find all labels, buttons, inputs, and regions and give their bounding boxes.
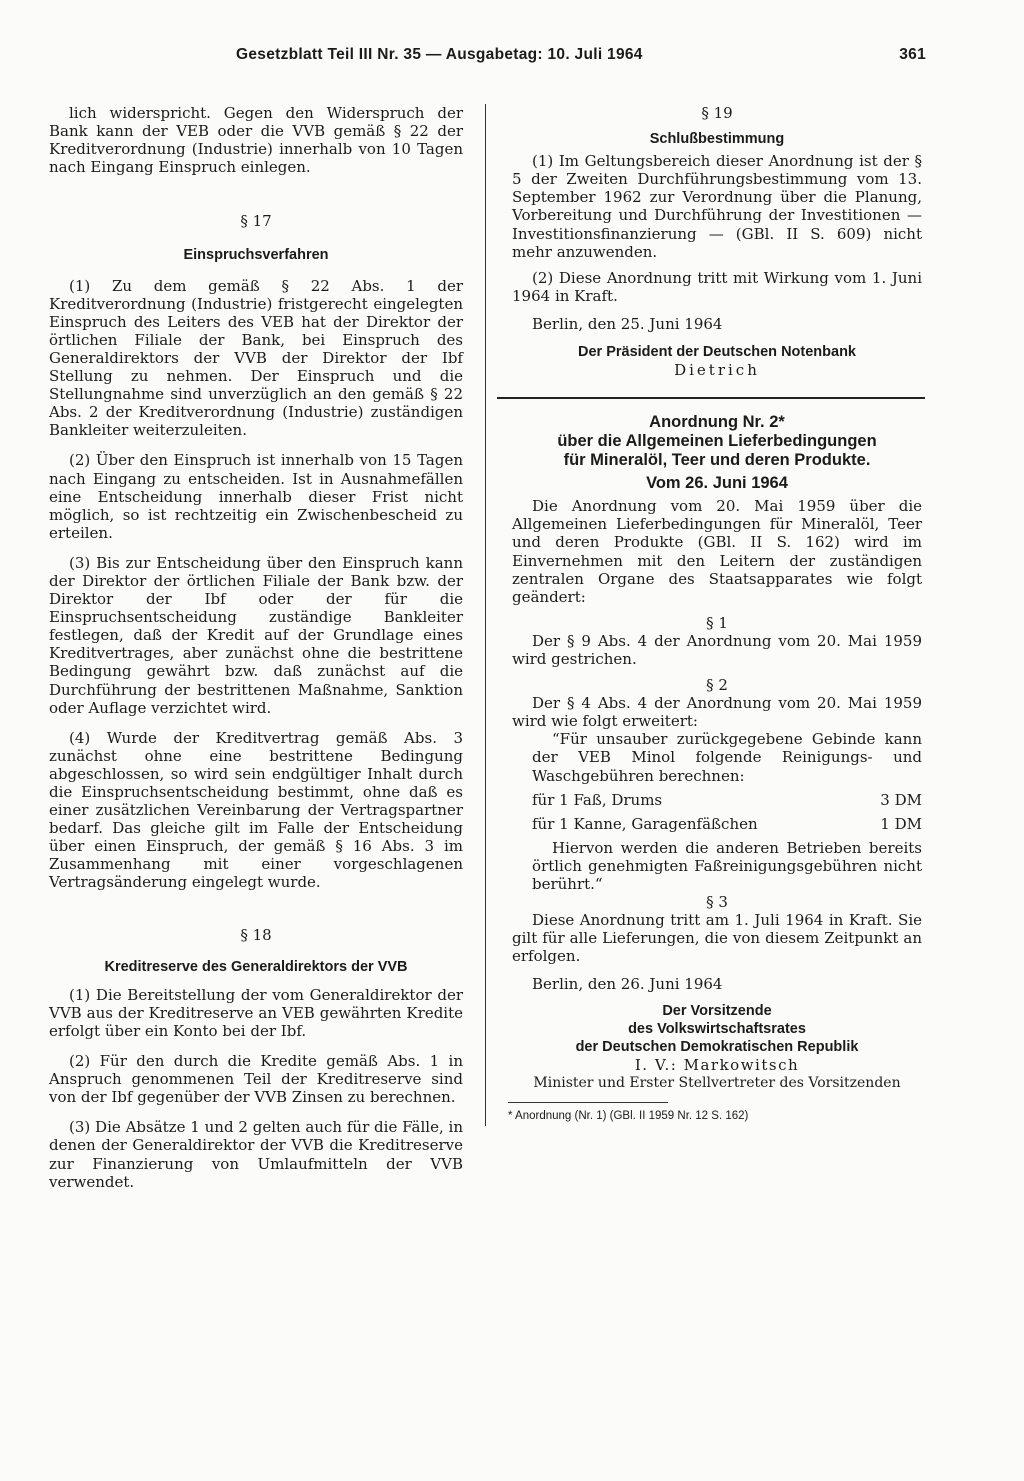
signatory-1-title: Der Präsident der Deutschen Notenbank <box>578 344 856 361</box>
section-17-para-3: (3) Bis zur Entscheidung über den Einspruch kann der Direktor der örtlichen Filiale der Bank bzw. der Direktor der Ibf oder der für die Einspruchsentscheidung zuständige Bankleiter festlegen, daß der Kredit auf der Grundlage eines Kreditvertrages, aber zunächst ohne die bestrittene Bedingung gewährt bzw. daß zunächst auf die Durchführung der bestrittenen Maßnahme, Sanktion oder Auflage verzichtet wird. <box>49 553 463 717</box>
signatory-2-name: I. V.: Markowitsch <box>634 1055 800 1074</box>
section-18-para-2: (2) Für den durch die Kredite gemäß Abs. 1 in Anspruch genommenen Teil der Kreditreserve sind von der Ibf gegenüber der VVB Zinsen zu berechnen. <box>49 1052 463 1107</box>
article-2-text: Der § 4 Abs. 4 der Anordnung vom 20. Mai 1959 wird wie folgt erweitert: <box>512 694 922 731</box>
footnote: * Anordnung (Nr. 1) (GBl. II 1959 Nr. 12 S. 162) <box>508 1110 749 1122</box>
header-title: Gesetzblatt Teil III Nr. 35 — Ausgabetag: 10. Juli 1964 <box>236 46 643 63</box>
section-rule <box>497 397 925 399</box>
section-17-title: Einspruchsverfahren <box>183 247 329 264</box>
section-17-para-1: (1) Zu dem gemäß § 22 Abs. 1 der Kreditverordnung (Industrie) fristgerecht eingelegten Einspruch des Leiters des VEB hat der Direktor der örtlichen Filiale der Bank, bei Einspruch des Generaldirektors der VVB der Direktor der Ibf Stellung zu nehmen. Der Einspruch und die Stellungnahme sind unverzüglich an den gemäß § 22 Abs. 2 der Kreditverordnung (Industrie) zuständigen Bankleiter weiterzuleiten. <box>49 276 463 440</box>
quoted-amendment <box>512 730 922 784</box>
section-18-para-1: (1) Die Bereitstellung der vom Generaldirektor der VVB aus der Kreditreserve an VEB gewährten Kredite erfolgt über ein Konto bei der Ibf. <box>49 985 463 1040</box>
section-17-para-4: (4) Wurde der Kreditvertrag gemäß Abs. 3 zunächst ohne eine bestrittene Bedingung abgeschlossen, so wird sein endgültiger Inhalt durch die Einspruchsentscheidung bestimmt, ohne daß es einer zusätzlichen Vereinbarung der Vertragspartner bedarf. Das gleiche gilt im Falle der Entscheidung über einen Einspruch, der gemäß § 16 Abs. 3 im Zusammenhang mit einer vorgeschlagenen Vertragsänderung eingelegt wurde. <box>49 728 463 892</box>
signatory-2-role: Minister und Erster Stellvertreter des Vorsitzenden <box>533 1074 901 1091</box>
fee-row-can <box>512 815 922 833</box>
fee-value: 3 DM <box>880 790 922 809</box>
section-18-number: § 18 <box>240 925 272 944</box>
column-divider <box>485 104 486 1126</box>
fee-row-drum <box>512 791 922 809</box>
section-17-para-2: (2) Über den Einspruch ist innerhalb von 15 Tagen nach Eingang zu entscheiden. Ist in Ausnahmefällen eine Entscheidung innerhalb dieser Frist nicht möglich, so ist rechtzeitig ein Zwischenbescheid zu erteilen. <box>49 451 463 542</box>
fee-label: für 1 Faß, Drums <box>532 790 663 809</box>
signatory-2-line-1: Der Vorsitzende <box>662 1002 772 1019</box>
signatory-1-name: Dietrich <box>674 361 760 380</box>
section-19-para-2: (2) Diese Anordnung tritt mit Wirkung vom 1. Juni 1964 in Kraft. <box>512 268 922 305</box>
page-number: 361 <box>899 46 926 63</box>
article-2-number: § 2 <box>706 676 728 695</box>
section-18-title: Kreditreserve des Generaldirektors der VVB <box>104 958 408 975</box>
section-18-para-3: (3) Die Absätze 1 und 2 gelten auch für die Fälle, in denen der Generaldirektor der VVB die Kreditreserve zur Finanzierung von Umlaufmitteln der VVB verwendet. <box>49 1118 463 1191</box>
fee-label: für 1 Kanne, Garagenfäßchen <box>532 814 758 833</box>
section-17-number: § 17 <box>240 212 272 231</box>
paragraph-continued: lich widerspricht. Gegen den Widerspruch der Bank kann der VEB oder die VVB gemäß § 22 der Kreditverordnung (Industrie) innerhalb von 10 Tagen nach Eingang Einspruch einlegen. <box>49 104 463 177</box>
quoted-amendment-end <box>512 839 922 893</box>
article-3-number: § 3 <box>706 893 728 912</box>
article-3-text: Diese Anordnung tritt am 1. Juli 1964 in Kraft. Sie gilt für alle Lieferungen, die von diesem Zeitpunkt an erfolgen. <box>512 911 922 966</box>
ordinance-date: Vom 26. Juni 1964 <box>646 474 788 493</box>
signatory-2-line-3: der Deutschen Demokratischen Republik <box>575 1038 859 1055</box>
section-19-para-1: (1) Im Geltungsbereich dieser Anordnung ist der § 5 der Zweiten Durchführungsbestimmung vom 13. September 1962 zur Verordnung über die Planung, Vorbereitung und Durchführung der Investitionen — Investitionsfinanzierung — (GBl. II S. 609) nicht mehr anzuwenden. <box>512 152 922 261</box>
right-column <box>512 104 922 1092</box>
place-date-1: Berlin, den 25. Juni 1964 <box>532 314 723 333</box>
running-header <box>236 46 926 68</box>
section-19-number: § 19 <box>701 104 733 122</box>
amendment-quote-end: Hiervon werden die anderen Betrieben bereits örtlich genehmigten Faßreinigungsgebühren nicht berührt.“ <box>532 838 922 893</box>
signatory-2-line-2: des Volkswirtschaftsrates <box>628 1020 806 1037</box>
ordinance-title-line-3: für Mineralöl, Teer und deren Produkte. <box>563 451 871 470</box>
left-column <box>49 104 463 1191</box>
article-1-text: Der § 9 Abs. 4 der Anordnung vom 20. Mai 1959 wird gestrichen. <box>512 631 922 668</box>
ordinance-title-line-1: Anordnung Nr. 2* <box>649 413 785 432</box>
footnote-rule <box>508 1102 668 1103</box>
amendment-quote: “Für unsauber zurückgegebene Gebinde kann der VEB Minol folgende Reinigungs- und Waschgebühren berechnen: <box>532 730 922 785</box>
place-date-2: Berlin, den 26. Juni 1964 <box>532 975 723 994</box>
ordinance-title-line-2: über die Allgemeinen Lieferbedingungen <box>557 432 877 451</box>
fee-value: 1 DM <box>880 814 922 833</box>
article-1-number: § 1 <box>706 613 728 632</box>
ordinance-intro: Die Anordnung vom 20. Mai 1959 über die Allgemeinen Lieferbedingungen für Mineralöl, Teer und deren Produkte (GBl. II S. 162) wird im Einvernehmen mit den Leitern der zuständigen zentralen Organe des Staatsapparates wie folgt geändert: <box>512 497 922 606</box>
section-19-title: Schlußbestimmung <box>649 131 785 148</box>
